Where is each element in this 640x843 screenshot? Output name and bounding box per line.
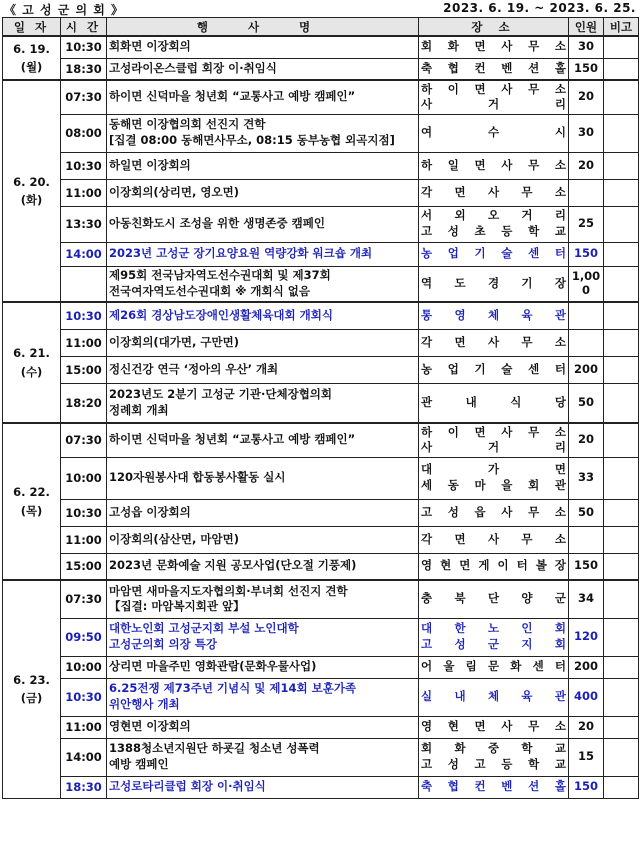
count-line: 50 <box>577 504 594 519</box>
event-line: 2023년 문화예술 지원 공모사업(단오절 기풍제) <box>109 558 357 573</box>
note-cell <box>604 329 639 356</box>
note-cell <box>604 302 639 329</box>
count-line: 25 <box>577 216 594 231</box>
count-cell <box>569 114 604 152</box>
table-row <box>3 58 639 80</box>
event-cell <box>107 383 419 423</box>
note-cell <box>604 206 639 242</box>
count-cell <box>569 179 604 206</box>
note-cell <box>604 242 639 266</box>
event-line: 고성읍 이장회의 <box>109 504 191 519</box>
place-line: 사 거 리 <box>421 440 566 455</box>
date-line: (수) <box>20 364 43 379</box>
place-line: 충 북 단 양 군 <box>421 591 566 606</box>
table-row <box>3 678 639 716</box>
table-row <box>3 356 639 383</box>
event-cell <box>107 58 419 80</box>
table-row <box>3 179 639 206</box>
note-cell <box>604 266 639 302</box>
time-cell: 10:30 <box>61 499 107 526</box>
place-cell <box>419 656 569 678</box>
place-cell <box>419 738 569 776</box>
table-row <box>3 383 639 423</box>
event-cell <box>107 499 419 526</box>
count-cell <box>569 206 604 242</box>
date-line: 6. 23. <box>13 672 50 687</box>
count-line: 120 <box>573 629 598 644</box>
table-row <box>3 329 639 356</box>
note-cell <box>604 738 639 776</box>
time-cell: 15:00 <box>61 553 107 580</box>
event-line: 정신건강 연극 ‘정아의 우산’ 개최 <box>109 361 279 376</box>
event-cell <box>107 526 419 553</box>
place-line: 영 현 면 사 무 소 <box>421 719 566 734</box>
event-line: 위안행사 개최 <box>109 697 180 711</box>
time-cell: 08:00 <box>61 114 107 152</box>
count-cell <box>569 656 604 678</box>
count-line: 20 <box>577 157 594 172</box>
count-cell <box>569 266 604 302</box>
time-cell: 18:30 <box>61 58 107 80</box>
date-cell <box>3 80 61 302</box>
note-cell <box>604 553 639 580</box>
date-cell <box>3 302 61 423</box>
date-line: (목) <box>20 503 43 518</box>
event-cell <box>107 423 419 457</box>
time-cell: 13:30 <box>61 206 107 242</box>
event-cell <box>107 553 419 580</box>
event-line: 영현면 이장회의 <box>109 719 191 734</box>
event-cell <box>107 152 419 179</box>
event-line: 하이면 신덕마을 청년회 “교통사고 예방 캠페인” <box>109 432 356 447</box>
table-row <box>3 80 639 114</box>
place-line: 농 업 기 술 센 터 <box>421 246 566 261</box>
note-cell <box>604 179 639 206</box>
event-cell <box>107 266 419 302</box>
count-cell <box>569 383 604 423</box>
place-cell <box>419 580 569 618</box>
event-line: 예방 캠페인 <box>109 757 169 771</box>
event-line: 2023년도 2분기 고성군 기관·단체장협의회 <box>109 387 333 402</box>
event-line: 1388청소년지원단 하굣길 청소년 성폭력 <box>109 741 320 756</box>
date-line: (금) <box>20 691 43 706</box>
date-line: (월) <box>20 60 43 74</box>
table-row <box>3 457 639 499</box>
place-line: 각 면 사 무 소 <box>421 184 566 199</box>
time-cell: 18:20 <box>61 383 107 423</box>
place-line: 서 외 오 거 리 <box>421 208 566 223</box>
time-cell: 11:00 <box>61 716 107 738</box>
place-cell <box>419 36 569 58</box>
place-cell <box>419 776 569 798</box>
place-cell <box>419 457 569 499</box>
count-line: 34 <box>577 591 594 606</box>
count-line: 33 <box>577 470 594 485</box>
event-cell <box>107 656 419 678</box>
time-cell: 11:00 <box>61 329 107 356</box>
place-line: 실 내 체 육 관 <box>421 689 566 704</box>
table-row <box>3 423 639 457</box>
event-line: 동해면 이장협의회 선진지 견학 <box>109 117 266 132</box>
count-line: 20 <box>577 432 594 447</box>
table-row <box>3 242 639 266</box>
count-cell <box>569 716 604 738</box>
time-cell: 10:30 <box>61 678 107 716</box>
place-line: 고 성 군 지 회 <box>421 637 566 651</box>
place-cell <box>419 618 569 656</box>
date-line: 6. 22. <box>13 485 50 500</box>
count-cell <box>569 580 604 618</box>
event-line: 120자원봉사대 합동봉사활동 실시 <box>109 470 286 485</box>
place-line: 축 협 컨 벤 션 홀 <box>421 779 566 794</box>
note-cell <box>604 776 639 798</box>
note-cell <box>604 618 639 656</box>
column-header-place: 장 소 <box>419 18 569 37</box>
place-cell <box>419 80 569 114</box>
count-cell <box>569 302 604 329</box>
event-line: 아동친화도시 조성을 위한 생명존중 캠페인 <box>109 216 325 231</box>
council-title: 《 고 성 군 의 회 》 <box>4 3 125 17</box>
table-row <box>3 656 639 678</box>
place-line: 대 가 면 <box>421 462 566 477</box>
event-cell <box>107 329 419 356</box>
event-line: 제95회 전국남자역도선수권대회 및 제37회 <box>109 268 331 283</box>
event-cell <box>107 242 419 266</box>
place-line: 축 협 컨 벤 션 홀 <box>421 60 566 75</box>
event-cell <box>107 179 419 206</box>
count-line: 20 <box>577 89 594 104</box>
count-cell <box>569 423 604 457</box>
event-line: 대한노인회 고성군지회 부설 노인대학 <box>109 621 299 636</box>
count-cell <box>569 36 604 58</box>
event-line: 고성군의회 의장 특강 <box>109 637 217 651</box>
time-cell: 10:30 <box>61 36 107 58</box>
count-cell <box>569 329 604 356</box>
time-cell: 07:30 <box>61 423 107 457</box>
document-header <box>0 0 640 16</box>
note-cell <box>604 678 639 716</box>
count-cell <box>569 618 604 656</box>
place-line: 고 성 초 등 학 교 <box>421 224 566 238</box>
table-row <box>3 36 639 58</box>
event-line: [집결 08:00 동해면사무소, 08:15 동부농협 외곡지점] <box>109 133 395 147</box>
table-row <box>3 302 639 329</box>
place-cell <box>419 152 569 179</box>
place-cell <box>419 329 569 356</box>
event-cell <box>107 114 419 152</box>
note-cell <box>604 36 639 58</box>
event-line: 이장회의(대가면, 구만면) <box>109 334 239 349</box>
count-line: 200 <box>573 361 598 376</box>
event-cell <box>107 36 419 58</box>
note-cell <box>604 457 639 499</box>
place-cell <box>419 266 569 302</box>
place-cell <box>419 526 569 553</box>
time-cell: 10:00 <box>61 656 107 678</box>
place-line: 관 내 식 당 <box>421 394 566 409</box>
table-row <box>3 776 639 798</box>
note-cell <box>604 152 639 179</box>
event-cell <box>107 356 419 383</box>
table-row <box>3 716 639 738</box>
time-cell: 10:30 <box>61 152 107 179</box>
place-cell <box>419 716 569 738</box>
date-cell <box>3 580 61 798</box>
event-cell <box>107 738 419 776</box>
count-line: 200 <box>573 659 598 674</box>
column-header-note: 비고 <box>604 18 639 37</box>
time-cell: 10:30 <box>61 302 107 329</box>
event-line: 2023년 고성군 장기요양요원 역량강화 워크숍 개최 <box>109 246 373 261</box>
event-line: 정례회 개최 <box>109 402 169 417</box>
place-cell <box>419 206 569 242</box>
event-line: 마암면 새마을지도자협의회·부녀회 선진지 견학 <box>109 583 348 598</box>
count-line: 0 <box>581 282 590 297</box>
time-cell: 07:30 <box>61 580 107 618</box>
schedule-body <box>3 36 639 798</box>
column-header-date: 일 자 <box>3 18 61 37</box>
note-cell <box>604 656 639 678</box>
place-line: 여 수 시 <box>421 125 566 140</box>
table-row <box>3 526 639 553</box>
place-cell <box>419 383 569 423</box>
count-line: 400 <box>573 689 598 704</box>
event-line: 전국여자역도선수권대회 ※ 개회식 없음 <box>109 283 310 298</box>
table-row <box>3 152 639 179</box>
event-cell <box>107 457 419 499</box>
count-cell <box>569 553 604 580</box>
event-cell <box>107 618 419 656</box>
event-cell <box>107 80 419 114</box>
event-cell <box>107 206 419 242</box>
place-line: 어 울 림 문 화 센 터 <box>421 659 566 674</box>
event-line: 이장회의(삼산면, 마암면) <box>109 531 239 546</box>
place-cell <box>419 242 569 266</box>
event-line: 하일면 이장회의 <box>109 157 191 172</box>
place-cell <box>419 553 569 580</box>
event-line: 6.25전쟁 제73주년 기념식 및 제14회 보훈가족 <box>109 681 357 696</box>
date-line: 6. 20. <box>13 174 50 189</box>
place-line: 각 면 사 무 소 <box>421 531 566 546</box>
place-cell <box>419 499 569 526</box>
note-cell <box>604 526 639 553</box>
place-line: 농 업 기 술 센 터 <box>421 361 566 376</box>
place-line: 회 화 중 학 교 <box>421 741 566 756</box>
event-line: 【집결: 마암복지회관 앞】 <box>109 599 245 614</box>
event-line: 이장회의(상리면, 영오면) <box>109 184 239 199</box>
place-line: 통 영 체 육 관 <box>421 307 566 322</box>
count-cell <box>569 242 604 266</box>
place-line: 고 성 고 등 학 교 <box>421 757 566 771</box>
place-cell <box>419 179 569 206</box>
table-header-row <box>3 18 639 37</box>
table-row <box>3 738 639 776</box>
note-cell <box>604 580 639 618</box>
table-row <box>3 206 639 242</box>
time-cell: 11:00 <box>61 526 107 553</box>
place-cell <box>419 58 569 80</box>
place-line: 하 이 면 사 무 소 <box>421 81 566 96</box>
place-line: 영 현 면 게 이 터 볼 장 <box>421 558 566 573</box>
place-line: 하 이 면 사 무 소 <box>421 424 566 439</box>
count-cell <box>569 678 604 716</box>
event-line: 회화면 이장회의 <box>109 39 191 54</box>
schedule-table <box>2 17 639 799</box>
table-row <box>3 114 639 152</box>
time-cell: 18:30 <box>61 776 107 798</box>
note-cell <box>604 499 639 526</box>
place-line: 각 면 사 무 소 <box>421 334 566 349</box>
count-cell <box>569 738 604 776</box>
time-cell: 07:30 <box>61 80 107 114</box>
date-cell <box>3 36 61 80</box>
note-cell <box>604 716 639 738</box>
event-line: 제26회 경상남도장애인생활체육대회 개회식 <box>109 307 333 322</box>
table-row <box>3 553 639 580</box>
place-cell <box>419 423 569 457</box>
column-header-count: 인원 <box>569 18 604 37</box>
count-cell <box>569 80 604 114</box>
place-cell <box>419 302 569 329</box>
place-cell <box>419 678 569 716</box>
time-cell: 10:00 <box>61 457 107 499</box>
place-line: 회 화 면 사 무 소 <box>421 39 566 54</box>
column-header-event: 행 사 명 <box>107 18 419 37</box>
place-line: 대 한 노 인 회 <box>421 621 566 636</box>
count-cell <box>569 499 604 526</box>
place-line: 하 일 면 사 무 소 <box>421 157 566 172</box>
count-line: 30 <box>577 39 594 54</box>
event-cell <box>107 716 419 738</box>
time-cell: 14:00 <box>61 242 107 266</box>
event-line: 고성라이온스클럽 회장 이·취임식 <box>109 60 277 75</box>
column-header-time: 시 간 <box>61 18 107 37</box>
time-cell: 14:00 <box>61 738 107 776</box>
event-cell <box>107 776 419 798</box>
note-cell <box>604 114 639 152</box>
count-cell <box>569 776 604 798</box>
count-cell <box>569 356 604 383</box>
table-row <box>3 580 639 618</box>
count-line: 50 <box>577 394 594 409</box>
count-line: 15 <box>577 749 594 764</box>
count-cell <box>569 457 604 499</box>
count-cell <box>569 152 604 179</box>
table-row <box>3 499 639 526</box>
time-cell: 11:00 <box>61 179 107 206</box>
count-line: 30 <box>577 125 594 140</box>
count-line: 150 <box>573 246 598 261</box>
count-cell <box>569 526 604 553</box>
place-cell <box>419 356 569 383</box>
time-cell: 15:00 <box>61 356 107 383</box>
note-cell <box>604 356 639 383</box>
event-line: 상리면 마을주민 영화관람(문화우물사업) <box>109 659 317 674</box>
date-line: (화) <box>20 193 43 207</box>
event-cell <box>107 302 419 329</box>
table-row <box>3 266 639 302</box>
date-line: 6. 19. <box>13 41 50 56</box>
place-line: 고 성 읍 사 무 소 <box>421 504 566 519</box>
note-cell <box>604 80 639 114</box>
place-line: 세 동 마 을 회 관 <box>421 478 566 492</box>
time-cell: 09:50 <box>61 618 107 656</box>
time-cell <box>61 266 107 302</box>
event-cell <box>107 580 419 618</box>
note-cell <box>604 383 639 423</box>
note-cell <box>604 58 639 80</box>
place-cell <box>419 114 569 152</box>
date-line: 6. 21. <box>13 346 50 361</box>
count-line: 150 <box>573 779 598 794</box>
event-line: 하이면 신덕마을 청년회 “교통사고 예방 캠페인” <box>109 89 356 104</box>
note-cell <box>604 423 639 457</box>
event-cell <box>107 678 419 716</box>
date-cell <box>3 423 61 580</box>
schedule-period: 2023. 6. 19. ~ 2023. 6. 25. <box>443 1 636 15</box>
event-line: 고성로타리클럽 회장 이·취임식 <box>109 779 266 794</box>
count-cell <box>569 58 604 80</box>
place-line: 사 거 리 <box>421 97 566 112</box>
table-row <box>3 618 639 656</box>
count-line: 1,00 <box>571 268 601 283</box>
count-line: 150 <box>573 558 598 573</box>
count-line: 20 <box>577 719 594 734</box>
place-line: 역 도 경 기 장 <box>421 275 566 290</box>
count-line: 150 <box>573 60 598 75</box>
